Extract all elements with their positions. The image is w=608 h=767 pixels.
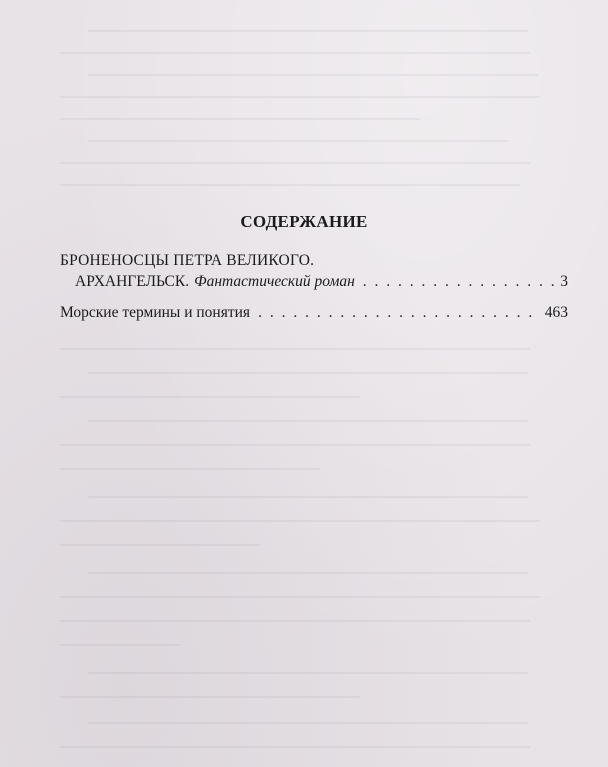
toc-entry-title: БРОНЕНОСЦЫ ПЕТРА ВЕЛИКОГО.	[60, 252, 315, 269]
show-through-line	[60, 396, 360, 398]
dot-leader	[363, 273, 554, 291]
show-through-line	[60, 96, 540, 98]
show-through-line	[60, 544, 260, 546]
show-through-line	[60, 746, 530, 748]
show-through-line	[60, 696, 360, 698]
show-through-line	[60, 620, 530, 622]
show-through-line	[88, 140, 508, 142]
toc-entry-title: Морские термины и понятия	[60, 304, 251, 321]
show-through-line	[60, 52, 530, 54]
toc-heading: СОДЕРЖАНИЕ	[240, 212, 368, 231]
show-through-line	[88, 420, 528, 422]
show-through-line	[60, 162, 530, 164]
toc-entry-subtitle: Фантастический роман	[194, 273, 355, 290]
toc-entry-line	[75, 273, 568, 291]
show-through-line	[88, 672, 528, 674]
show-through-line	[60, 444, 530, 446]
toc-entry-line	[60, 304, 568, 322]
toc-page-number: 463	[544, 304, 568, 321]
show-through-line	[88, 372, 528, 374]
show-through-line	[88, 572, 528, 574]
show-through-line	[88, 496, 528, 498]
show-through-line	[88, 30, 528, 32]
toc-entry-title-cont: АРХАНГЕЛЬСК.	[75, 273, 190, 290]
show-through-line	[60, 184, 520, 186]
show-through-line	[60, 348, 530, 350]
show-through-line	[60, 520, 540, 522]
show-through-line	[88, 74, 538, 76]
toc-page-number: 3	[560, 273, 568, 290]
show-through-line	[88, 722, 528, 724]
show-through-line	[60, 596, 540, 598]
show-through-line	[60, 118, 420, 120]
dot-leader	[258, 304, 539, 322]
show-through-line	[60, 468, 320, 470]
show-through-line	[60, 644, 180, 646]
